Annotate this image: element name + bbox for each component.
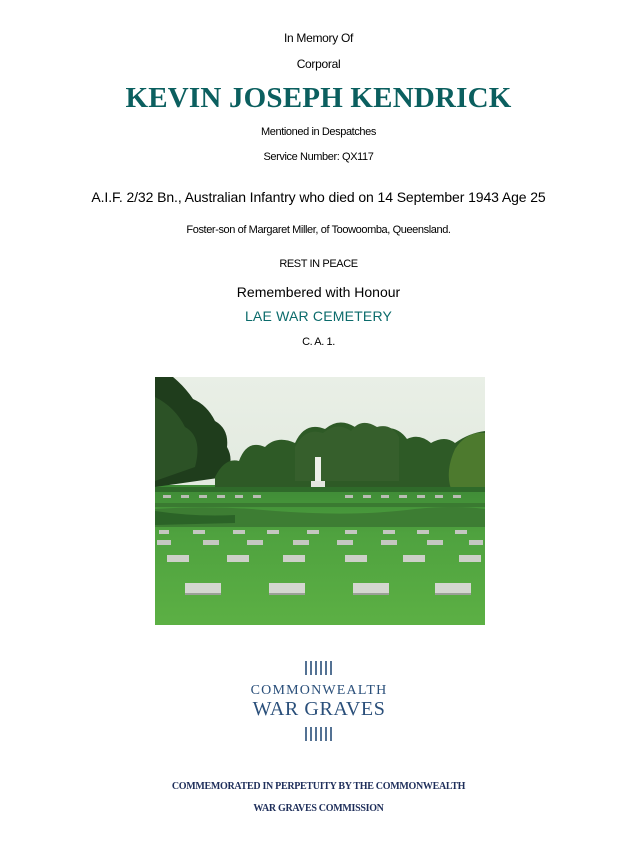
family-text: Foster-son of Margaret Miller, of Toowoomba, Queensland. <box>186 224 451 236</box>
remembered-text: Remembered with Honour <box>236 284 401 300</box>
rank-text: Corporal <box>296 57 341 71</box>
logo-line-1: COMMONWEALTH <box>250 683 388 698</box>
grave-reference: C. A. 1. <box>302 336 335 348</box>
cemetery-name: LAE WAR CEMETERY <box>244 308 393 324</box>
cemetery-photo <box>155 377 485 625</box>
intro-text: In Memory Of <box>283 31 354 45</box>
service-number: Service Number: QX117 <box>263 151 374 163</box>
footer-line-2: WAR GRAVES COMMISSION <box>253 803 384 814</box>
soldier-name: KEVIN JOSEPH KENDRICK <box>125 82 512 114</box>
cwgc-logo <box>238 658 400 750</box>
unit-details: A.I.F. 2/32 Bn., Australian Infantry who died on 14 September 1943 Age 25 <box>91 189 546 205</box>
honour-text: Mentioned in Despatches <box>261 126 376 138</box>
logo-line-2: WAR GRAVES <box>252 698 386 720</box>
footer-line-1: COMMEMORATED IN PERPETUITY BY THE COMMONWEALTH <box>171 781 466 792</box>
epitaph-text: REST IN PEACE <box>279 258 358 270</box>
